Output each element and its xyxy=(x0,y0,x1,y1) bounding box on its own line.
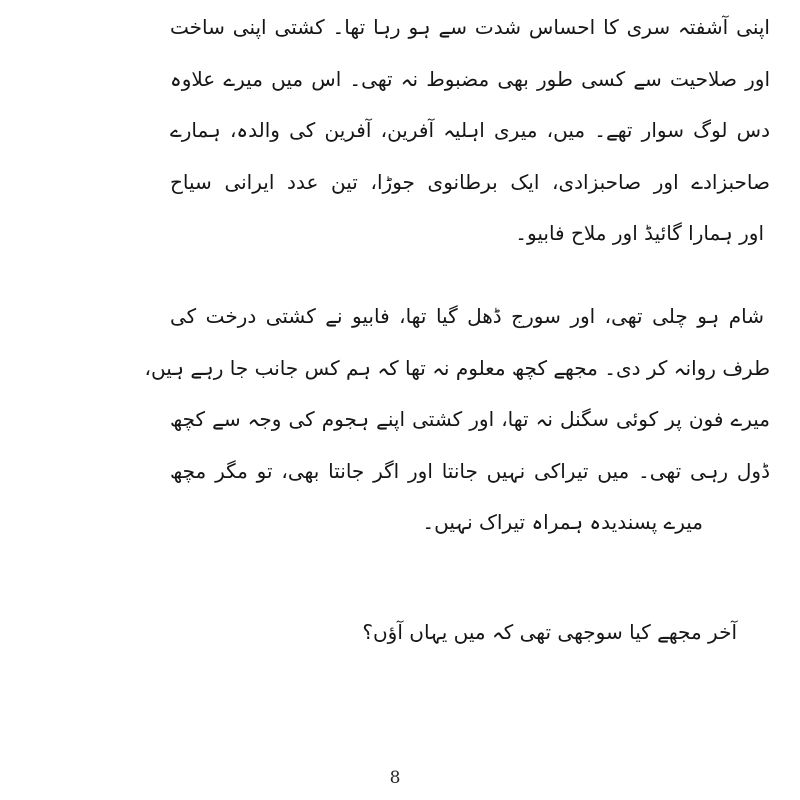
text-line: میرے فون پر کوئی سگنل نہ تھا، اور کشتی اپنے ہجوم کی وجہ سے کچھ xyxy=(170,407,770,431)
text-line: آخر مجھے کیا سوجھی تھی کہ میں یہاں آؤں؟ xyxy=(362,620,737,644)
text-line: طرف روانہ کر دی۔ مجھے کچھ معلوم نہ تھا کہ ہم کس جانب جا رہے ہیں، xyxy=(144,355,770,380)
text-line: اپنی آشفتہ سری کا احساس شدت سے ہو رہا تھا۔ کشتی اپنی ساخت xyxy=(170,15,770,39)
text-line: میرے پسندیدہ ہمراہ تیراک نہیں۔ xyxy=(422,510,703,534)
text-line: شام ہو چلی تھی، اور سورج ڈھل گیا تھا، فابیو نے کشتی درخت کی xyxy=(170,304,764,328)
paragraph-2 xyxy=(144,291,770,549)
text-line: ڈول رہی تھی۔ میں تیراکی نہیں جانتا اور اگر جانتا بھی، تو مگر مچھ xyxy=(170,458,770,483)
text-line: دس لوگ سوار تھے۔ میں، میری اہلیہ آفرین، آفرین کی والدہ، ہمارے xyxy=(170,118,770,142)
text-line: اور ہمارا گائیڈ اور ملاح فابیو۔ xyxy=(515,221,764,245)
text-line: اور صلاحیت سے کسی طور بھی مضبوط نہ تھی۔ اس میں میرے علاوہ xyxy=(170,66,770,91)
page-number: 8 xyxy=(389,768,401,788)
paragraph-3 xyxy=(170,607,770,659)
paragraph-1 xyxy=(170,2,770,260)
text-line: صاحبزادے اور صاحبزادی، ایک برطانوی جوڑا، تین عدد ایرانی سیاح xyxy=(170,169,770,194)
